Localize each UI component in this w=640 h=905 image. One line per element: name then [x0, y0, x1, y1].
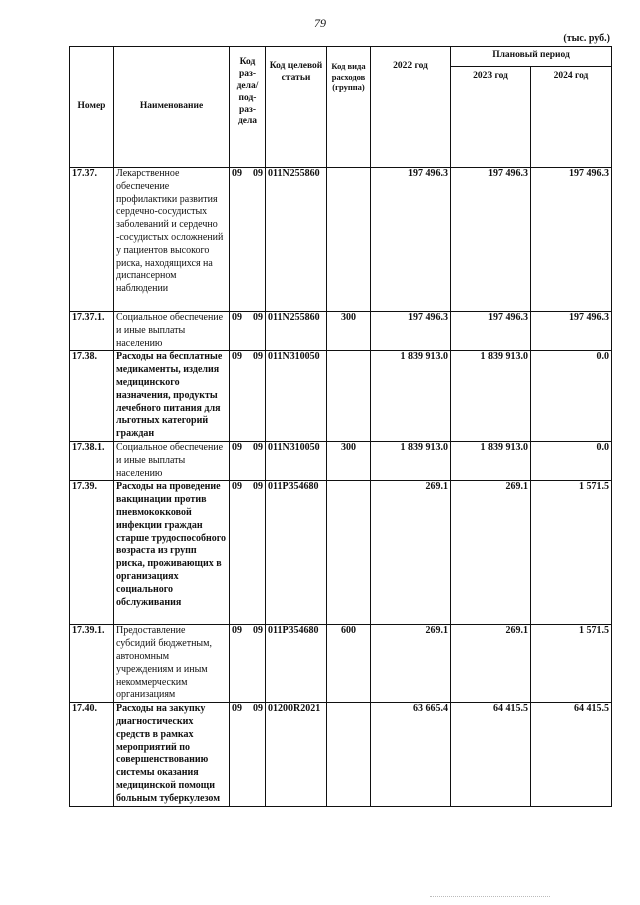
row-section: 09	[232, 168, 242, 179]
row-name: Социальное обеспечение и иные выплаты населению	[114, 312, 230, 351]
row-number: 17.37.	[70, 168, 114, 312]
row-2024: 197 496.3	[531, 312, 612, 351]
row-target-code: 011N310050	[266, 351, 327, 442]
table-row	[70, 168, 612, 312]
row-section: 09	[232, 351, 242, 363]
row-name: Предоставление субсидий бюджетным, автономным учреждениям и иным некоммерческим организациям	[114, 625, 230, 703]
row-name: Расходы на закупку диагностических средств в рамках мероприятий по совершенствованию системы оказания медицинской помощи больным туберкулезом	[114, 703, 230, 806]
row-expense-type: 600	[327, 625, 371, 703]
header-planned-period: Плановый период	[451, 47, 612, 67]
row-2022: 269.1	[371, 625, 451, 703]
row-2023: 197 496.3	[451, 168, 531, 312]
table-row	[70, 312, 612, 351]
row-subsection: 09	[253, 168, 263, 179]
row-number: 17.37.1.	[70, 312, 114, 351]
header-2022: 2022 год	[371, 47, 451, 168]
row-2022: 1 839 913.0	[371, 441, 451, 480]
row-2024: 1 571.5	[531, 481, 612, 625]
row-2024: 0.0	[531, 441, 612, 480]
row-section: 09	[232, 703, 242, 715]
row-number: 17.38.1.	[70, 441, 114, 480]
table-row	[70, 441, 612, 480]
row-target-code: 011N255860	[266, 168, 327, 312]
row-number: 17.39.	[70, 481, 114, 625]
row-2023: 269.1	[451, 481, 531, 625]
row-2022: 269.1	[371, 481, 451, 625]
row-2022: 63 665.4	[371, 703, 451, 806]
row-2024: 64 415.5	[531, 703, 612, 806]
table-row	[70, 625, 612, 703]
page-number: 79	[314, 16, 326, 30]
row-name: Расходы на проведение вакцинации против пневмококковой инфекции граждан старше трудоспособного возраста из групп риска, проживающих в организациях социального обслуживания	[114, 481, 230, 625]
row-expense-type	[327, 351, 371, 442]
row-2023: 197 496.3	[451, 312, 531, 351]
row-expense-type: 300	[327, 312, 371, 351]
row-2022: 197 496.3	[371, 168, 451, 312]
row-number: 17.39.1.	[70, 625, 114, 703]
row-2023: 1 839 913.0	[451, 441, 531, 480]
row-number: 17.38.	[70, 351, 114, 442]
row-target-code: 011P354680	[266, 625, 327, 703]
row-target-code: 01200R2021	[266, 703, 327, 806]
row-target-code: 011P354680	[266, 481, 327, 625]
row-subsection: 09	[253, 441, 263, 453]
table-row	[70, 481, 612, 625]
row-target-code: 011N255860	[266, 312, 327, 351]
row-2024: 1 571.5	[531, 625, 612, 703]
row-expense-type	[327, 168, 371, 312]
header-2023: 2023 год	[451, 67, 531, 168]
row-subsection: 09	[253, 351, 263, 363]
row-2022: 197 496.3	[371, 312, 451, 351]
header-target-code: Код целевой статьи	[266, 47, 327, 168]
header-section-code: Код раз-дела/ под-раз-дела	[230, 47, 266, 168]
row-section: 09	[232, 625, 242, 637]
row-name: Социальное обеспечение и иные выплаты населению	[114, 441, 230, 480]
row-subsection: 09	[253, 703, 263, 715]
table-row	[70, 351, 612, 442]
row-subsection: 09	[253, 481, 263, 493]
header-number: Номер	[70, 47, 114, 168]
row-2024: 0.0	[531, 351, 612, 442]
row-section: 09	[232, 312, 242, 323]
row-expense-type: 300	[327, 441, 371, 480]
row-subsection: 09	[253, 625, 263, 637]
header-name: Наименование	[114, 47, 230, 168]
row-subsection: 09	[253, 312, 263, 323]
header-2024: 2024 год	[531, 67, 612, 168]
units-label: (тыс. руб.)	[563, 33, 610, 44]
row-name: Расходы на бесплатные медикаменты, изделия медицинского назначения, продукты лечебного питания для льготных категорий граждан	[114, 351, 230, 442]
scan-artifact	[430, 896, 550, 899]
row-2023: 269.1	[451, 625, 531, 703]
row-2023: 64 415.5	[451, 703, 531, 806]
budget-table	[69, 46, 612, 807]
header-expense-type: Код вида расходов (группа)	[327, 47, 371, 168]
row-expense-type	[327, 481, 371, 625]
row-section: 09	[232, 441, 242, 453]
row-target-code: 011N310050	[266, 441, 327, 480]
table-row	[70, 703, 612, 806]
row-name: Лекарственное обеспечение профилактики развития сердечно-сосудистых заболеваний и сердечно -сосудистых осложнений у пациентов высокого риска, находящихся на диспансерном наблюдении	[114, 168, 230, 312]
row-2024: 197 496.3	[531, 168, 612, 312]
row-2023: 1 839 913.0	[451, 351, 531, 442]
row-2022: 1 839 913.0	[371, 351, 451, 442]
row-section: 09	[232, 481, 242, 493]
row-number: 17.40.	[70, 703, 114, 806]
row-expense-type	[327, 703, 371, 806]
